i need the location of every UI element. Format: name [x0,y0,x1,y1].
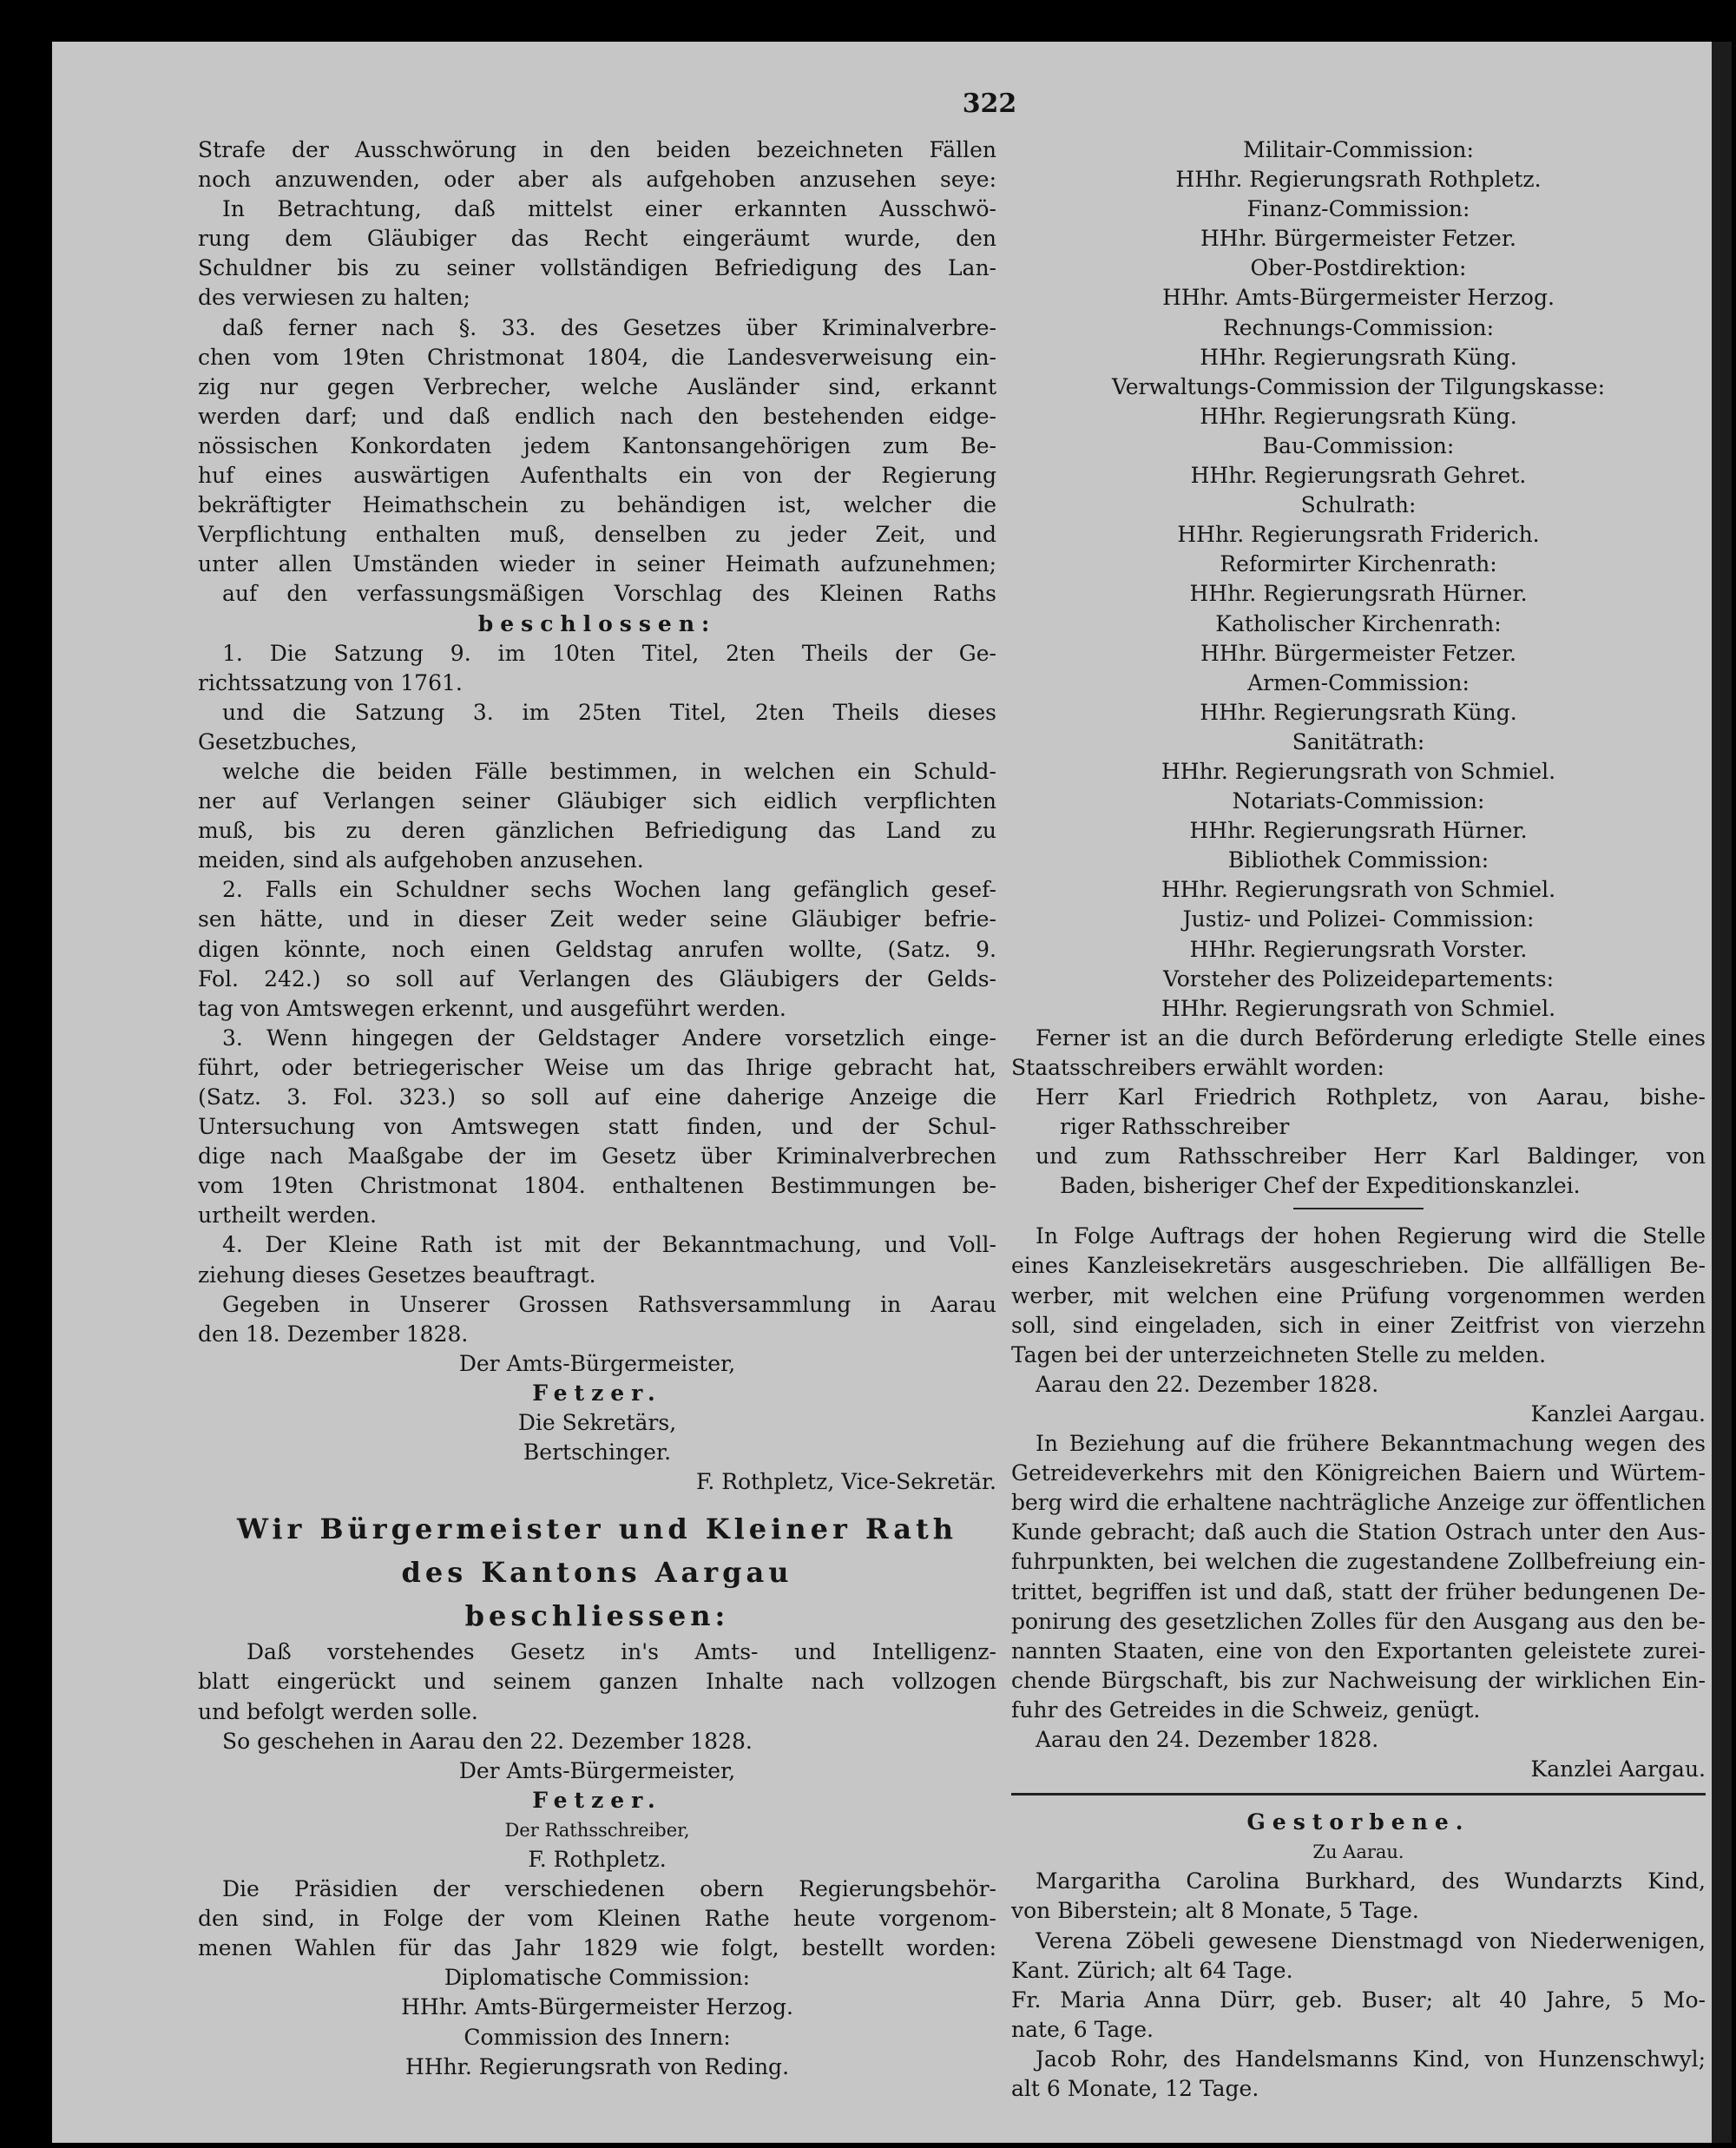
right-text-line: In Beziehung auf die frühere Bekanntmachung wegen des [1036,1431,1706,1457]
left-text-line: Gegeben in Unserer Grossen Rathsversammlung in Aarau [222,1291,996,1317]
left-text-line: 3. Wenn hingegen der Geldstager Andere vorsetzlich einge- [222,1025,996,1051]
right-text-line: Verwaltungs-Commission der Tilgungskasse: [1111,373,1605,399]
left-text-line: Die Sekretärs, [517,1410,677,1436]
divider-rule [1011,1793,1706,1795]
right-text-line: Katholischer Kirchenrath: [1215,610,1502,636]
left-text-line: noch anzuwenden, oder aber als aufgehoben anzusehen seye: [198,167,996,193]
right-text-line: Kanzlei Aargau. [1530,1400,1706,1427]
right-text-line: chende Bürgschaft, bis zur Nachweisung der wirklichen Ein- [1011,1667,1706,1693]
right-text-line: HHhr. Regierungsrath von Schmiel. [1161,877,1556,903]
right-text-line: Fr. Maria Anna Dürr, geb. Buser; alt 40 Jahre, 5 Mo- [1011,1987,1706,2013]
right-text-line: eines Kanzleisekretärs ausgeschrieben. Die allfälligen Be- [1011,1253,1706,1279]
left-text-line: Strafe der Ausschwörung in den beiden bezeichneten Fällen [198,137,996,162]
left-text-line: beschlossen: [477,610,717,636]
right-text-line: HHhr. Regierungsrath Gehret. [1190,463,1527,489]
left-text-line: So geschehen in Aarau den 22. Dezember 1828. [222,1728,753,1754]
right-text-line: soll, sind eingeladen, sich in einer Zeitfrist von vierzehn [1011,1312,1706,1338]
right-text-line: HHhr. Regierungsrath Friderich. [1177,522,1540,548]
right-text-line: riger Rathsschreiber [1060,1114,1290,1140]
left-column [198,135,996,2082]
left-text-line: Der Amts-Bürgermeister, [458,1350,736,1376]
right-text-line: Militair-Commission: [1243,137,1474,162]
right-text-line: Verena Zöbeli gewesene Dienstmagd von Niederwenigen, [1036,1927,1706,1954]
left-text-line: urtheilt werden. [198,1202,377,1229]
left-text-line: Gesetzbuches, [198,728,358,754]
right-text-line: Herr Karl Friedrich Rothpletz, von Aarau, bishe- [1036,1084,1706,1110]
right-text-line: Tagen bei der unterzeichneten Stelle zu melden. [1011,1341,1547,1367]
left-text-line: menen Wahlen für das Jahr 1829 wie folgt, bestellt worden: [198,1935,996,1961]
right-text-line: Rechnungs-Commission: [1222,314,1495,340]
right-text-line: fuhrpunkten, bei welchen die zugestandene Zollbefreiung ein- [1011,1549,1706,1575]
left-text-line: dige nach Maaßgabe der im Gesetz über Kriminalverbrechen [198,1143,996,1170]
right-text-line: HHhr. Regierungsrath Rothpletz. [1175,167,1542,193]
right-text-line: HHhr. Regierungsrath von Schmiel. [1161,758,1556,784]
left-text-line: und die Satzung 3. im 25ten Titel, 2ten Theils dieses [222,699,996,725]
right-text-line: Finanz-Commission: [1246,196,1470,222]
left-text-line: und befolgt werden solle. [198,1698,478,1724]
left-text-line: 1. Die Satzung 9. im 10ten Titel, 2ten Theils der Ge- [222,640,996,666]
right-text-line: Ober-Postdirektion: [1250,255,1467,281]
left-text-line: Die Präsidien der verschiedenen obern Regierungsbehör- [222,1876,996,1902]
left-text-line: F. Rothpletz. [528,1846,667,1872]
left-text-line: ziehung dieses Gesetzes beauftragt. [198,1262,596,1288]
spacer [198,1497,996,1507]
left-text-line: meiden, sind als aufgehoben anzusehen. [198,847,644,873]
left-text-line: Verpflichtung enthalten muß, denselben zu jeder Zeit, und [198,522,996,548]
left-text-line: ner auf Verlangen seiner Gläubiger sich eidlich verpflichten [198,788,996,814]
left-text-line: (Satz. 3. Fol. 323.) so soll auf eine daherige Anzeige die [198,1084,996,1110]
right-text-line: nate, 6 Tage. [1011,2016,1154,2042]
divider-rule [1293,1208,1424,1209]
right-text-line: HHhr. Bürgermeister Fetzer. [1200,226,1516,252]
left-text-line: beschliessen: [464,1599,730,1633]
right-text-line: HHhr. Amts-Bürgermeister Herzog. [1162,285,1555,311]
left-text-line: In Betrachtung, daß mittelst einer erkannten Ausschwö- [222,196,996,222]
left-text-line: blatt eingerückt und seinem ganzen Inhalte nach vollzogen [198,1669,996,1695]
left-text-line: Bertschinger. [523,1440,672,1466]
left-text-line: den 18. Dezember 1828. [198,1321,469,1347]
right-text-line: In Folge Auftrags der hohen Regierung wird die Stelle [1036,1223,1706,1249]
right-text-line: Schulrath: [1300,492,1417,518]
left-text-line: Der Amts-Bürgermeister, [458,1757,736,1783]
left-text-line: rung dem Gläubiger das Recht eingeräumt wurde, den [198,226,996,252]
left-text-line: 4. Der Kleine Rath ist mit der Bekanntmachung, und Voll- [222,1232,996,1258]
right-text-line: Aarau den 24. Dezember 1828. [1036,1726,1379,1752]
right-text-line: Jacob Rohr, des Handelsmanns Kind, von Hunzenschwyl; [1036,2046,1706,2072]
left-text-line: huf eines auswärtigen Aufenthalts ein von der Regierung [198,463,996,489]
left-text-line: 2. Falls ein Schuldner sechs Wochen lang gefänglich gesef- [222,877,996,903]
left-text-line: unter allen Umständen wieder in seiner Heimath aufzunehmen; [198,551,996,577]
right-column [1011,135,1706,2104]
right-text-line: HHhr. Regierungsrath Hürner. [1189,581,1528,607]
right-text-line: Staatsschreibers erwählt worden: [1011,1054,1384,1080]
right-text-line: HHhr. Bürgermeister Fetzer. [1200,640,1516,666]
left-text-line: bekräftigter Heimathschein zu behändigen ist, welcher die [198,492,996,518]
right-text-line: Aarau den 22. Dezember 1828. [1036,1371,1379,1397]
left-text-line: richtssatzung von 1761. [198,669,463,695]
right-text-line: Zu Aarau. [1312,1842,1404,1863]
right-text-line: HHhr. Regierungsrath Küng. [1200,699,1517,725]
right-text-line: Vorsteher des Polizeidepartements: [1162,965,1554,992]
left-text-line: vom 19ten Christmonat 1804. enthaltenen Bestimmungen be- [198,1173,996,1199]
left-text-line: Untersuchung von Amtswegen statt finden, und der Schul- [198,1114,996,1140]
left-text-line: chen vom 19ten Christmonat 1804, die Landesverweisung ein- [198,344,996,370]
right-text-line: alt 6 Monate, 12 Tage. [1011,2076,1259,2101]
right-text-line: Bau-Commission: [1262,432,1455,458]
left-text-line: welche die beiden Fälle bestimmen, in welchen ein Schuld- [222,758,996,784]
right-text-line: Justiz- und Polizei- Commission: [1182,906,1535,932]
left-text-line: Fetzer. [532,1787,662,1813]
left-text-line: muß, bis zu deren gänzlichen Befriedigung das Land zu [198,818,996,844]
right-text-line: Gestorbene. [1246,1809,1470,1835]
right-text-line: trittet, begriffen ist und daß, statt der früher bedungenen De- [1011,1578,1706,1604]
left-text-line: des verwiesen zu halten; [198,285,470,311]
right-text-line: fuhr des Getreides in die Schweiz, genügt. [1011,1697,1481,1723]
left-text-line: Commission des Innern: [464,2024,731,2050]
left-text-line: digen könnte, noch einen Geldstag anrufen wollte, (Satz. 9. [198,936,996,962]
binding-edge [1712,42,1732,2143]
right-text-line: Armen-Commission: [1247,669,1470,695]
right-text-line: Getreideverkehrs mit den Königreichen Baiern und Würtem- [1011,1460,1706,1486]
left-text-line: daß ferner nach §. 33. des Gesetzes über Kriminalverbre- [222,314,996,340]
left-text-line: nössischen Konkordaten jedem Kantonsangehörigen zum Be- [198,432,996,458]
right-text-line: nannten Staaten, eine von den Exportanten geleistete zurei- [1011,1637,1706,1664]
left-text-line: werden darf; und daß endlich nach den bestehenden eidge- [198,403,996,429]
right-text-line: HHhr. Regierungsrath Hürner. [1189,818,1528,844]
left-text-line: Fetzer. [532,1380,662,1406]
right-text-line: Baden, bisheriger Chef der Expeditionskanzlei. [1060,1173,1581,1199]
left-text-line: sen hätte, und in dieser Zeit weder seine Gläubiger befrie- [198,906,996,932]
left-text-line: HHhr. Amts-Bürgermeister Herzog. [401,1994,793,2020]
left-text-line: führt, oder betriegerischer Weise um das Ihrige gebracht hat, [198,1054,996,1080]
right-text-line: HHhr. Regierungsrath Küng. [1200,403,1517,429]
right-text-line: Ferner ist an die durch Beförderung erledigte Stelle eines [1036,1025,1706,1051]
right-text-line: HHhr. Regierungsrath von Schmiel. [1161,995,1556,1021]
right-text-line: von Biberstein; alt 8 Monate, 5 Tage. [1011,1898,1419,1924]
right-text-line: Kant. Zürich; alt 64 Tage. [1011,1957,1293,1983]
right-text-line: Sanitätrath: [1292,728,1425,754]
right-text-line: Margaritha Carolina Burkhard, des Wundarzts Kind, [1036,1868,1706,1894]
left-text-line: zig nur gegen Verbrecher, welche Ausländer sind, erkannt [198,373,996,399]
right-text-line: Notariats-Commission: [1232,788,1485,814]
left-text-line: Wir Bürgermeister und Kleiner Rath [236,1512,958,1546]
left-text-line: den sind, in Folge der vom Kleinen Rathe heute vorgenom- [198,1906,996,1932]
right-text-line: Kunde gebracht; daß auch die Station Ostrach unter den Aus- [1011,1519,1706,1545]
left-text-line: HHhr. Regierungsrath von Reding. [404,2053,790,2079]
right-text-line: berg wird die erhaltene nachträgliche Anzeige zur öffentlichen [1011,1490,1706,1516]
left-text-line: Diplomatische Commission: [444,1965,751,1991]
right-text-line: HHhr. Regierungsrath Küng. [1200,344,1517,370]
left-text-line: Fol. 242.) so soll auf Verlangen des Gläubigers der Gelds- [198,965,996,992]
left-text-line: F. Rothpletz, Vice-Sekretär. [695,1469,996,1495]
right-text-line: werber, mit welchen eine Prüfung vorgenommen werden [1011,1282,1706,1308]
left-text-line: Der Rathsschreiber, [504,1819,690,1841]
left-text-line: tag von Amtswegen erkennt, und ausgeführt werden. [198,995,786,1021]
page-number: 322 [962,89,1017,119]
document-page [52,42,1732,2143]
right-text-line: Kanzlei Aargau. [1530,1756,1706,1782]
right-text-line: und zum Rathsschreiber Herr Karl Baldinger, von [1036,1143,1706,1170]
right-text-line: HHhr. Regierungsrath Vorster. [1189,936,1528,962]
right-text-line: Bibliothek Commission: [1227,847,1489,873]
right-text-line: ponirung des gesetzlichen Zolles für den Ausgang aus den be- [1011,1608,1706,1634]
left-text-line: Schuldner bis zu seiner vollständigen Befriedigung des Lan- [198,255,996,281]
right-text-line: Reformirter Kirchenrath: [1220,551,1497,577]
left-text-line: auf den verfassungsmäßigen Vorschlag des Kleinen Raths [222,581,996,607]
left-text-line: des Kantons Aargau [401,1556,793,1590]
left-text-line: Daß vorstehendes Gesetz in's Amts- und Intelligenz- [247,1639,996,1665]
